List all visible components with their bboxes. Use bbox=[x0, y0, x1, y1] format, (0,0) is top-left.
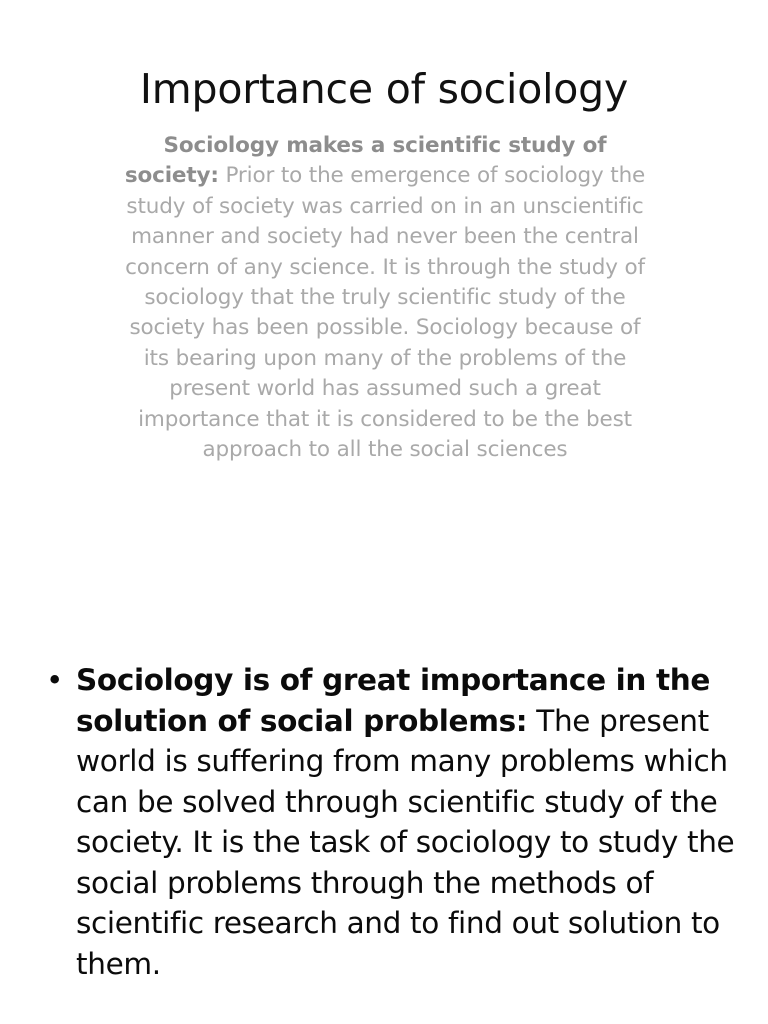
intro-lead-in: Sociology makes a scientific study of society: bbox=[124, 133, 607, 189]
intro-paragraph bbox=[122, 131, 648, 465]
page-title: Importance of sociology bbox=[139, 65, 629, 113]
list-item bbox=[40, 660, 740, 984]
bullet-list bbox=[40, 660, 740, 984]
bullet-marker-icon: • bbox=[46, 663, 64, 697]
bullet-lead-in: Sociology is of great importance in the solution of social problems: bbox=[76, 663, 711, 738]
intro-body-text: Prior to the emergence of sociology the study of society was carried on in an unscientific manner and society had never been the central concern of any science. It is through the study of sociology that the truly scientific study of the society has been possible. Sociology because of its bearing upon many of the problems of the present world has assumed such a great importance that it is considered to be the best approach to all the social sciences bbox=[125, 163, 646, 463]
bullet-body-text: The present world is suffering from many problems which can be solved through scientific study of the society. It is the task of sociology to study the social problems through the methods of scientific research and to find out solution to them. bbox=[76, 703, 735, 981]
